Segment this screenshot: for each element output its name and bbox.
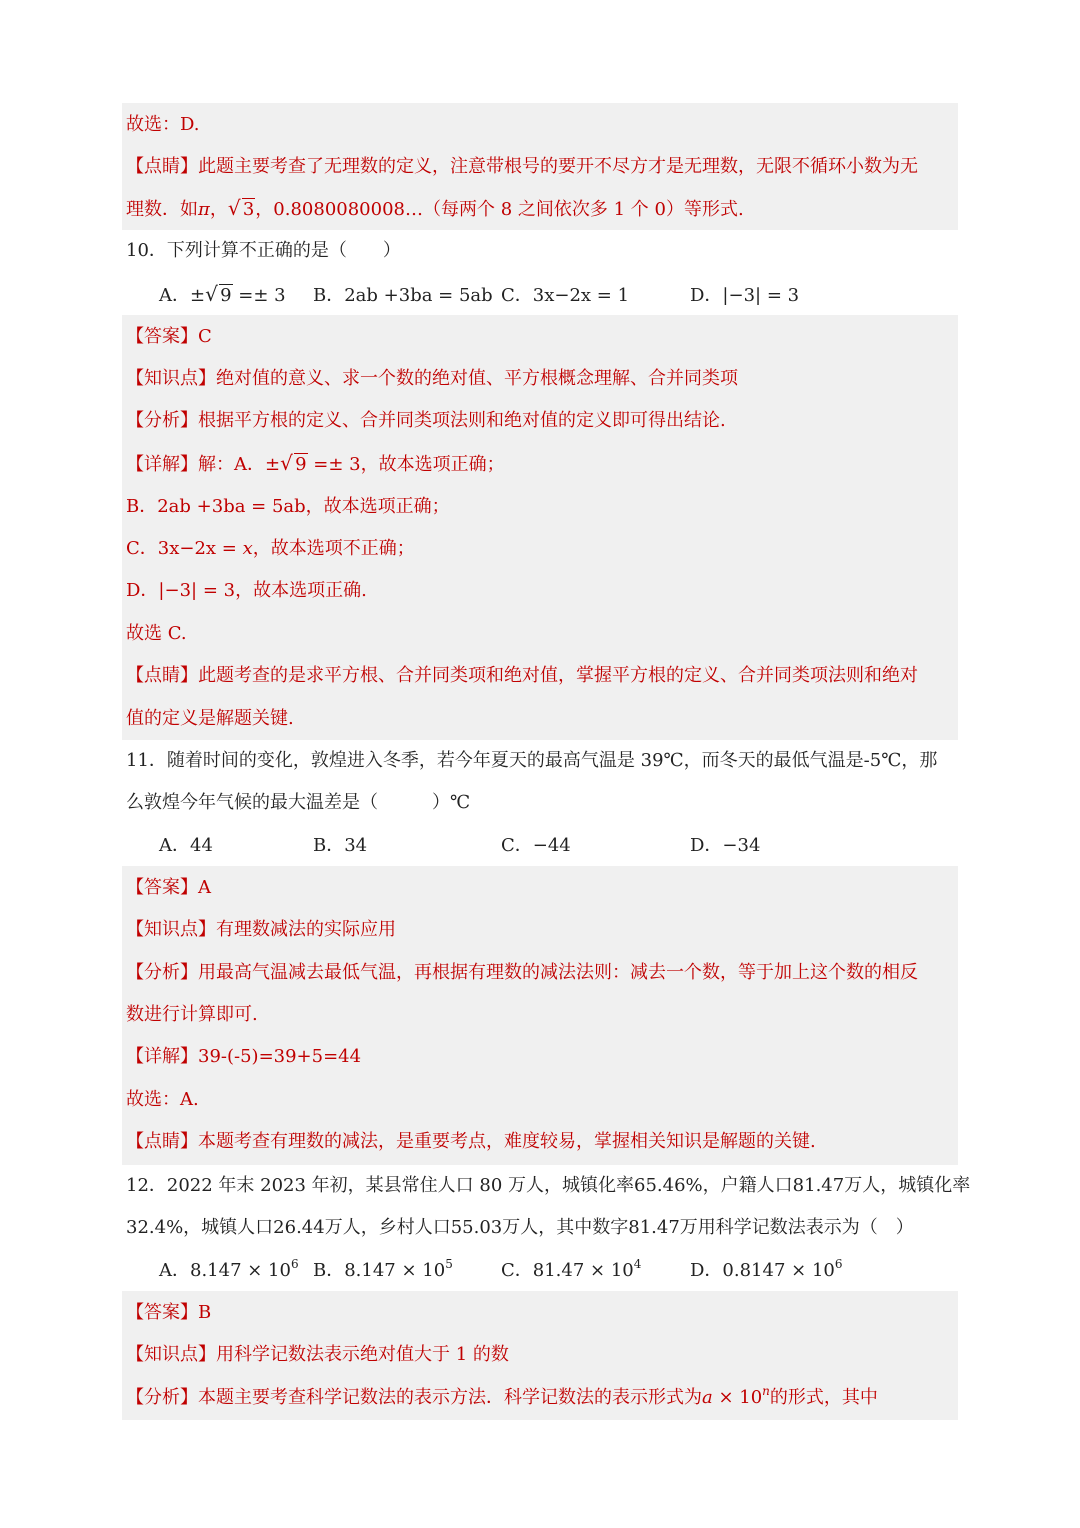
q10-answer: 【答案】C (126, 326, 212, 347)
q12-answer: 【答案】B (126, 1302, 212, 1323)
q10-detail-d: D．|−3| = 3，故本选项正确. (126, 580, 367, 601)
q10-dianjing-line1: 【点睛】此题考查的是求平方根、合并同类项和绝对值，掌握平方根的定义、合并同类项法则和绝对 (126, 665, 918, 686)
q9-dianjing-line2: 理数．如π，√ 3，0.8080080008…（每两个 8 之间依次多 1 个 0）等形式. (126, 196, 744, 224)
q11-analysis-line2: 数进行计算即可. (126, 1004, 258, 1025)
q10-option-c: C．3x−2x = 1 (501, 285, 630, 306)
q9-dianjing-line1: 【点睛】此题主要考查了无理数的定义，注意带根号的要开不尽方才是无理数，无限不循环小数为无 (126, 156, 918, 177)
sqrt-9: √ 9 (280, 451, 307, 479)
dianjing-tag: 【点睛】 (126, 156, 198, 177)
q10-choice: 故选 C. (126, 623, 187, 644)
q11-stem-line1: 11．随着时间的变化，敦煌进入冬季，若今年夏天的最高气温是 39℃，而冬天的最低气温是-5℃，那 (126, 750, 938, 771)
q11-knowledge: 【知识点】有理数减法的实际应用 (126, 919, 396, 940)
q12-stem-line1: 12．2022 年末 2023 年初，某县常住人口 80 万人，城镇化率65.46%，户籍人口81.47万人，城镇化率 (126, 1175, 971, 1196)
q11-stem-line2: 么敦煌今年气候的最大温差是（ ）℃ (126, 792, 471, 813)
q12-analysis: 【分析】本题主要考查科学记数法的表示方法．科学记数法的表示形式为$a \times 10^n$的形式，其中 (126, 1384, 878, 1408)
q10-detail-c: C．3x−2x = x，故本选项不正确； (126, 538, 415, 559)
q12-option-a: A．$8.147 \times 10^6$ (159, 1257, 299, 1281)
q12-solution-block (122, 1291, 958, 1420)
q11-solution-block (122, 866, 958, 1165)
q10-knowledge: 【知识点】绝对值的意义、求一个数的绝对值、平方根概念理解、合并同类项 (126, 368, 738, 389)
q10-detail-a: 【详解】解：A．±√ 9 =± 3，故本选项正确； (126, 451, 505, 479)
sqrt-9: √ 9 (205, 282, 232, 310)
q11-option-c: C．−44 (501, 835, 571, 856)
q12-option-d: D．$0.8147 \times 10^6$ (690, 1257, 843, 1281)
q12-option-c: C．$81.47 \times 10^4$ (501, 1257, 642, 1281)
q11-option-d: D．−34 (690, 835, 761, 856)
q10-solution-block (122, 315, 958, 740)
q12-knowledge: 【知识点】用科学记数法表示绝对值大于 1 的数 (126, 1344, 509, 1365)
q11-dianjing: 【点睛】本题考查有理数的减法，是重要考点，难度较易，掌握相关知识是解题的关键. (126, 1131, 816, 1152)
q11-analysis-line1: 【分析】用最高气温减去最低气温，再根据有理数的减法法则：减去一个数，等于加上这个数的相反 (126, 962, 918, 983)
q12-option-b: B．$8.147 \times 10^5$ (313, 1257, 453, 1281)
q11-option-b: B．34 (313, 835, 368, 856)
q10-option-b: B．2ab +3ba = 5ab (313, 285, 493, 306)
q10-analysis: 【分析】根据平方根的定义、合并同类项法则和绝对值的定义即可得出结论. (126, 410, 726, 431)
q11-detail: 【详解】39-(-5)=39+5=44 (126, 1046, 362, 1067)
q10-option-a: A．±√ 9 =± 3 (159, 282, 286, 310)
sqrt-3: √ 3 (228, 196, 255, 224)
q9-solution-block (122, 103, 958, 230)
pi-symbol: π (198, 199, 210, 220)
q11-answer: 【答案】A (126, 877, 211, 898)
q10-stem: 10．下列计算不正确的是（ ） (126, 240, 401, 261)
q11-choice: 故选：A. (126, 1089, 199, 1110)
q9-choice: 故选：D. (126, 114, 200, 135)
q12-stem-line2: 32.4%，城镇人口26.44万人，乡村人口55.03万人，其中数字81.47万用科学记数法表示为（ ） (126, 1217, 914, 1238)
q10-option-d: D．|−3| = 3 (690, 285, 800, 306)
q10-detail-b: B．2ab +3ba = 5ab，故本选项正确； (126, 496, 450, 517)
q11-option-a: A．44 (159, 835, 213, 856)
q10-dianjing-line2: 值的定义是解题关键. (126, 708, 294, 729)
